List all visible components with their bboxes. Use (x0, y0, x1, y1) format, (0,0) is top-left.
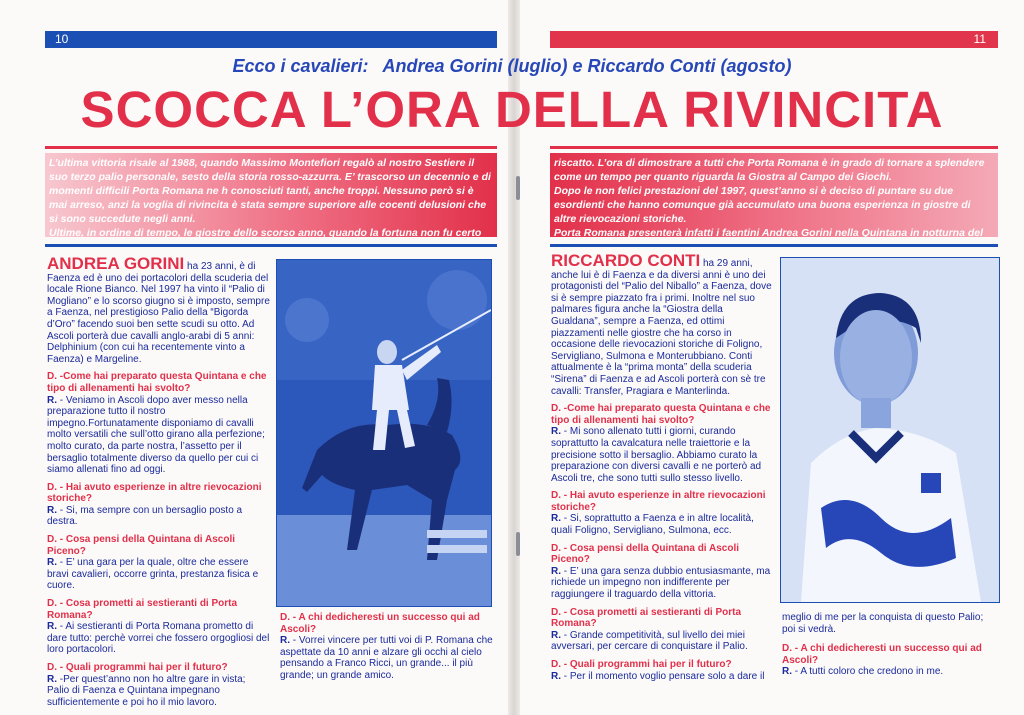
conti-continued (782, 612, 998, 678)
blue-rule-left (45, 244, 497, 247)
conti-photo (780, 257, 1000, 603)
kicker (0, 56, 1024, 77)
gorini-name: ANDREA GORINI (47, 254, 185, 273)
answer: R. -Per quest’anno non ho altre gare in vista; Palio di Faenza e Quintana impegnano sufficientemente e poi ho il mio lavoro. (47, 673, 246, 708)
gorini-bio: ha 23 anni, è di Faenza ed è uno dei portacolori della scuderia del locale Rione Bianco. Nel 1997 ha vinto il “Palio di Mogliano” e lo scorso giugno si è imposto, sempre a Faenza, nel prestigioso Palio della “Bigorda d’Oro” facendo suoi ben sette scudi su otto. Ad Ascoli porterà due cavalli anglo-arabi di 5 anni: Delphinium (con cui ha recentemente vinto a Faenza) e Margeline. (47, 261, 270, 365)
answer: R. - Vorrei vincere per tutti voi di P. Romana che aspettate da 10 anni e alzare gli occhi al cielo pensando a Franco Ricci, un grande... il più grande; un grande amico. (280, 635, 493, 681)
red-rule-right (550, 146, 998, 149)
answer: R. - Ai sestieranti di Porta Romana prometto di dare tutto: perchè vorrei che fossero orgogliosi del loro portacolori. (47, 621, 270, 656)
staple (516, 176, 520, 200)
question: D. - Quali programmi hai per il futuro? (551, 659, 732, 670)
question: D. - Cosa pensi della Quintana di Ascoli Piceno? (47, 534, 235, 557)
question: D. -Come hai preparato questa Quintana e che tipo di allenamenti hai svolto? (551, 403, 771, 426)
answer: R. - E’ una gara per la quale, oltre che essere bravi cavalieri, occorre grinta, prestanza fisica e cuore. (47, 557, 259, 592)
answer: R. - Per il momento voglio pensare solo a dare il (551, 670, 765, 682)
question: D. - Cosa prometti ai sestieranti di Porta Romana? (551, 606, 742, 630)
answer: R. - Mi sono allenato tutti i giorni, curando soprattutto la cavalcatura nelle traiettorie e la precisione sotto il bersaglio. Abbiamo curato la preparazione con diversi cavalli e ne porterò ad Ascoli tre, che sono tutti sullo stesso livello. (551, 426, 762, 484)
gorini-bio-paragraph (47, 254, 270, 365)
question: D. - A chi dedicheresti un successo qui ad Ascoli? (280, 612, 480, 635)
intro-left (45, 153, 497, 237)
rider-on-horse-illustration (277, 260, 491, 606)
conti-column (551, 251, 773, 682)
answer: R. - E’ una gara senza dubbio entusiasmante, ma richiede un impegno non indifferente per raggiungere il traguardo della vittoria. (551, 565, 771, 601)
gorini-interview (47, 371, 270, 708)
gorini-photo (276, 259, 492, 607)
page-number-left: 10 (55, 32, 69, 46)
page-number-right: 11 (973, 32, 986, 46)
conti-bio: ha 29 anni, anche lui è di Faenza e da diversi anni è uno dei protagonisti del “Palio del Niballo” a Faenza, dove si è sempre piazzato fra i primi. Inoltre nel suo palmares figura anche la “Giostra della Gualdana”, sempre a Faenza, ed ottimi piazzamenti nelle giostre che ha corso in occasione delle rievocazioni storiche di Foligno, Servigliano, Sulmona e Monterubbiano. Conti attualmente è la “prima monta” della scuderia “Sirena” di Faenza e ad Ascoli porterà con sè tre cavalli: Transfer, Pragiara e Manterlinda. (551, 258, 772, 397)
intro-paragraph: Porta Romana presenterà infatti i faentini Andrea Gorini nella Quintana in notturna del (554, 227, 984, 237)
question: D. - Hai avuto esperienze in altre rievocazioni storiche? (47, 481, 262, 505)
question: D. - Quali programmi hai per il futuro? (47, 662, 228, 673)
portrait-illustration (781, 258, 999, 602)
question: D. - Cosa pensi della Quintana di Ascoli Piceno? (551, 542, 739, 566)
conti-name: RICCARDO CONTI (551, 251, 701, 270)
question: D. - Hai avuto esperienze in altre rievocazioni storiche? (551, 490, 766, 513)
kicker-lead: Ecco i cavalieri: (232, 56, 369, 76)
intro-paragraph: riscatto. L’ora di dimostrare a tutti che Porta Romana è in grado di tornare a splendere come un tempo per quanto riguarda la Giostra al Campo dei Giochi. (554, 157, 985, 183)
question: D. - A chi dedicheresti un successo qui ad Ascoli? (782, 643, 982, 666)
right-header-bar (550, 31, 998, 48)
conti-bio-paragraph (551, 251, 773, 397)
conti-interview (551, 403, 773, 682)
answer: R. - Si, soprattutto a Faenza e in altre località, quali Foligno, Servigliano, Sulmona, ecc. (551, 513, 754, 537)
answer: R. - Veniamo in Ascoli dopo aver messo nella preparazione tutto il nostro impegno.Fortunatamente disponiamo di cavalli molto versatili che sull’otto girano alla perfezione; molto curato, da parte nostra, l’assetto per il bersaglio totalmente diverso da quello per cui ci siamo allenati fino ad oggi. (47, 394, 265, 476)
left-header-bar (45, 31, 497, 48)
question: D. -Come hai preparato questa Quintana e che tipo di allenamenti hai svolto? (47, 371, 267, 394)
answer: R. - Si, ma sempre con un bersaglio posto a destra. (47, 504, 243, 528)
answer: R. - A tutti coloro che credono in me. (782, 666, 944, 678)
conti-continued-text: meglio di me per la conquista di questo Palio; poi si vedrà. (782, 612, 984, 635)
blue-rule-right (550, 244, 998, 247)
red-rule-left (45, 146, 497, 149)
gorini-column (47, 254, 270, 708)
gorini-extra-qa (280, 612, 500, 682)
intro-paragraph: Dopo le non felici prestazioni del 1997, quest’anno si è deciso di puntare su due esordienti che hanno comunque già accumulato una buona esperienza in giostre di altre rievocazioni storiche. (554, 185, 971, 225)
question: D. - Cosa prometti ai sestieranti di Porta Romana? (47, 598, 238, 621)
kicker-names: Andrea Gorini (luglio) e Riccardo Conti (agosto) (382, 56, 792, 76)
intro-paragraph: Ultime, in ordine di tempo, le giostre dello scorso anno, quando la fortuna non fu certo (49, 227, 482, 237)
answer: R. - Grande competitività, sul livello dei miei avversari, per cercare di conquistare il Palio. (551, 629, 748, 653)
headline: SCOCCA L’ORA DELLA RIVINCITA (80, 81, 944, 138)
intro-right (550, 153, 998, 237)
intro-paragraph: L’ultima vittoria risale al 1988, quando Massimo Montefiori regalò al nostro Sestiere il suo terzo palio personale, sesto della storia rosso-azzurra. E’ trascorso un decennio e di momenti difficili Porta Romana ne h conosciuti tanti, anche troppi. Nessuno però si è mai arreso, anzi la voglia di rivincita è stata sempre superiore alle cocenti delusioni che si sono succedute negli anni. (49, 157, 491, 225)
staple (516, 532, 520, 556)
